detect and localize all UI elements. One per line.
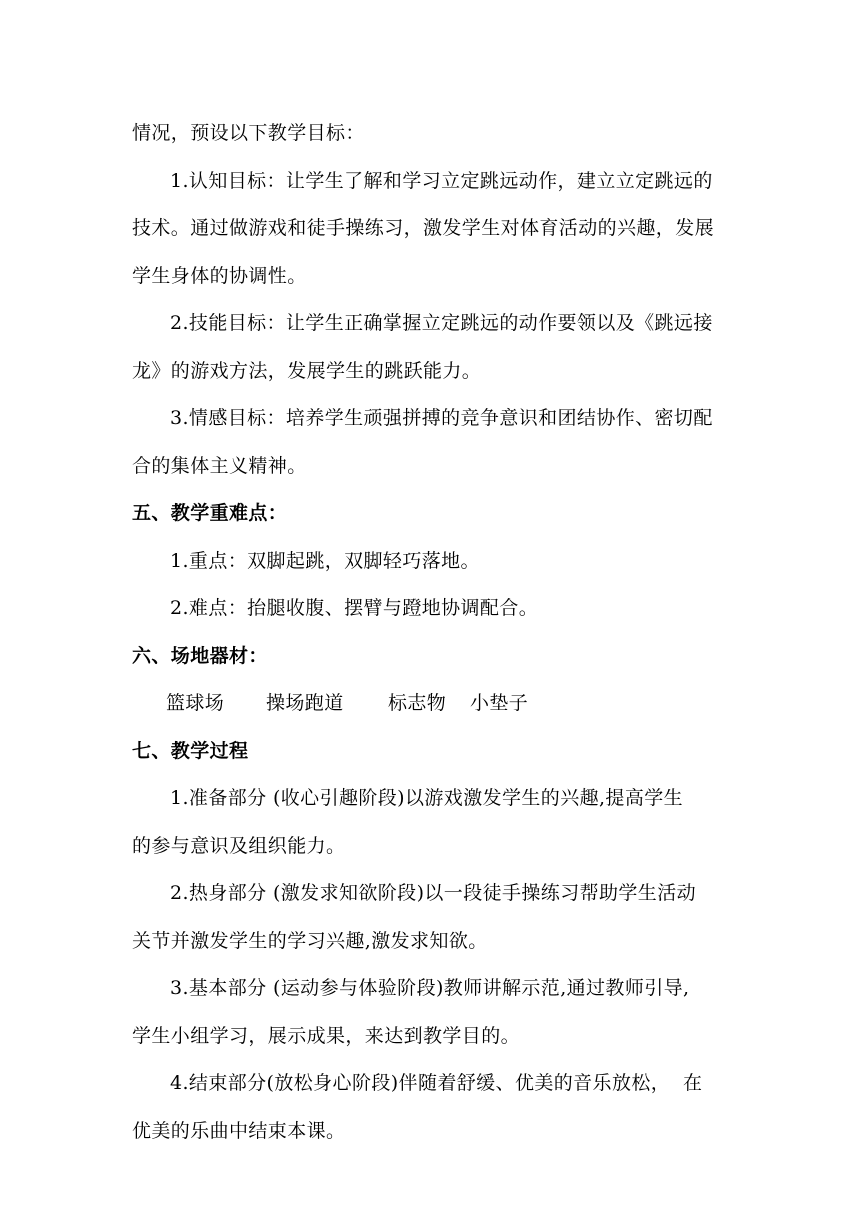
paragraph-line: 关节并激发学生的学习兴趣,激发求知欲。 [132, 929, 488, 952]
paragraph-line: 学生小组学习，展示成果，来达到教学目的。 [132, 1024, 521, 1047]
document-page [132, 110, 732, 1155]
section-heading-key-points: 五、教学重难点： [132, 502, 288, 524]
objective-affective: 3.情感目标：培养学生顽强拼搏的竞争意识和团结协作、密切配 [170, 407, 713, 429]
key-point-item: 1.重点：双脚起跳，双脚轻巧落地。 [170, 549, 480, 572]
paragraph-line: 合的集体主义精神。 [132, 454, 307, 477]
equipment-list [132, 680, 732, 728]
equipment-item: 小垫子 [470, 692, 529, 714]
process-step-basic: 3.基本部分 (运动参与体验阶段)教师讲解示范,通过教师引导, [170, 977, 690, 999]
paragraph-line: 优美的乐曲中结束本课。 [132, 1119, 346, 1142]
objective-cognitive: 1.认知目标：让学生了解和学习立定跳远动作，建立立定跳远的 [170, 169, 713, 192]
paragraph-line: 情况，预设以下教学目标： [132, 122, 365, 144]
process-step-prepare: 1.准备部分 (收心引趣阶段)以游戏激发学生的兴趣,提高学生 [170, 787, 684, 809]
process-step-warmup: 2.热身部分 (激发求知欲阶段)以一段徒手操练习帮助学生活动 [170, 882, 696, 904]
paragraph-line: 的参与意识及组织能力。 [132, 834, 346, 857]
paragraph-line: 学生身体的协调性。 [132, 264, 307, 287]
equipment-item: 操场跑道 [266, 692, 344, 714]
equipment-item: 标志物 [388, 692, 447, 714]
equipment-item: 篮球场 [166, 692, 225, 714]
section-heading-process: 七、教学过程 [132, 739, 249, 762]
objective-skill: 2.技能目标：让学生正确掌握立定跳远的动作要领以及《跳远接 [170, 312, 713, 334]
section-heading-equipment: 六、场地器材： [132, 644, 268, 667]
paragraph-line: 技术。通过做游戏和徒手操练习，激发学生对体育活动的兴趣，发展 [132, 217, 715, 239]
process-step-end: 4.结束部分(放松身心阶段)伴随着舒缓、优美的音乐放松， 在 [170, 1072, 703, 1094]
difficult-point-item: 2.难点：抬腿收腹、摆臂与蹬地协调配合。 [170, 597, 539, 619]
paragraph-line: 龙》的游戏方法，发展学生的跳跃能力。 [132, 359, 482, 382]
